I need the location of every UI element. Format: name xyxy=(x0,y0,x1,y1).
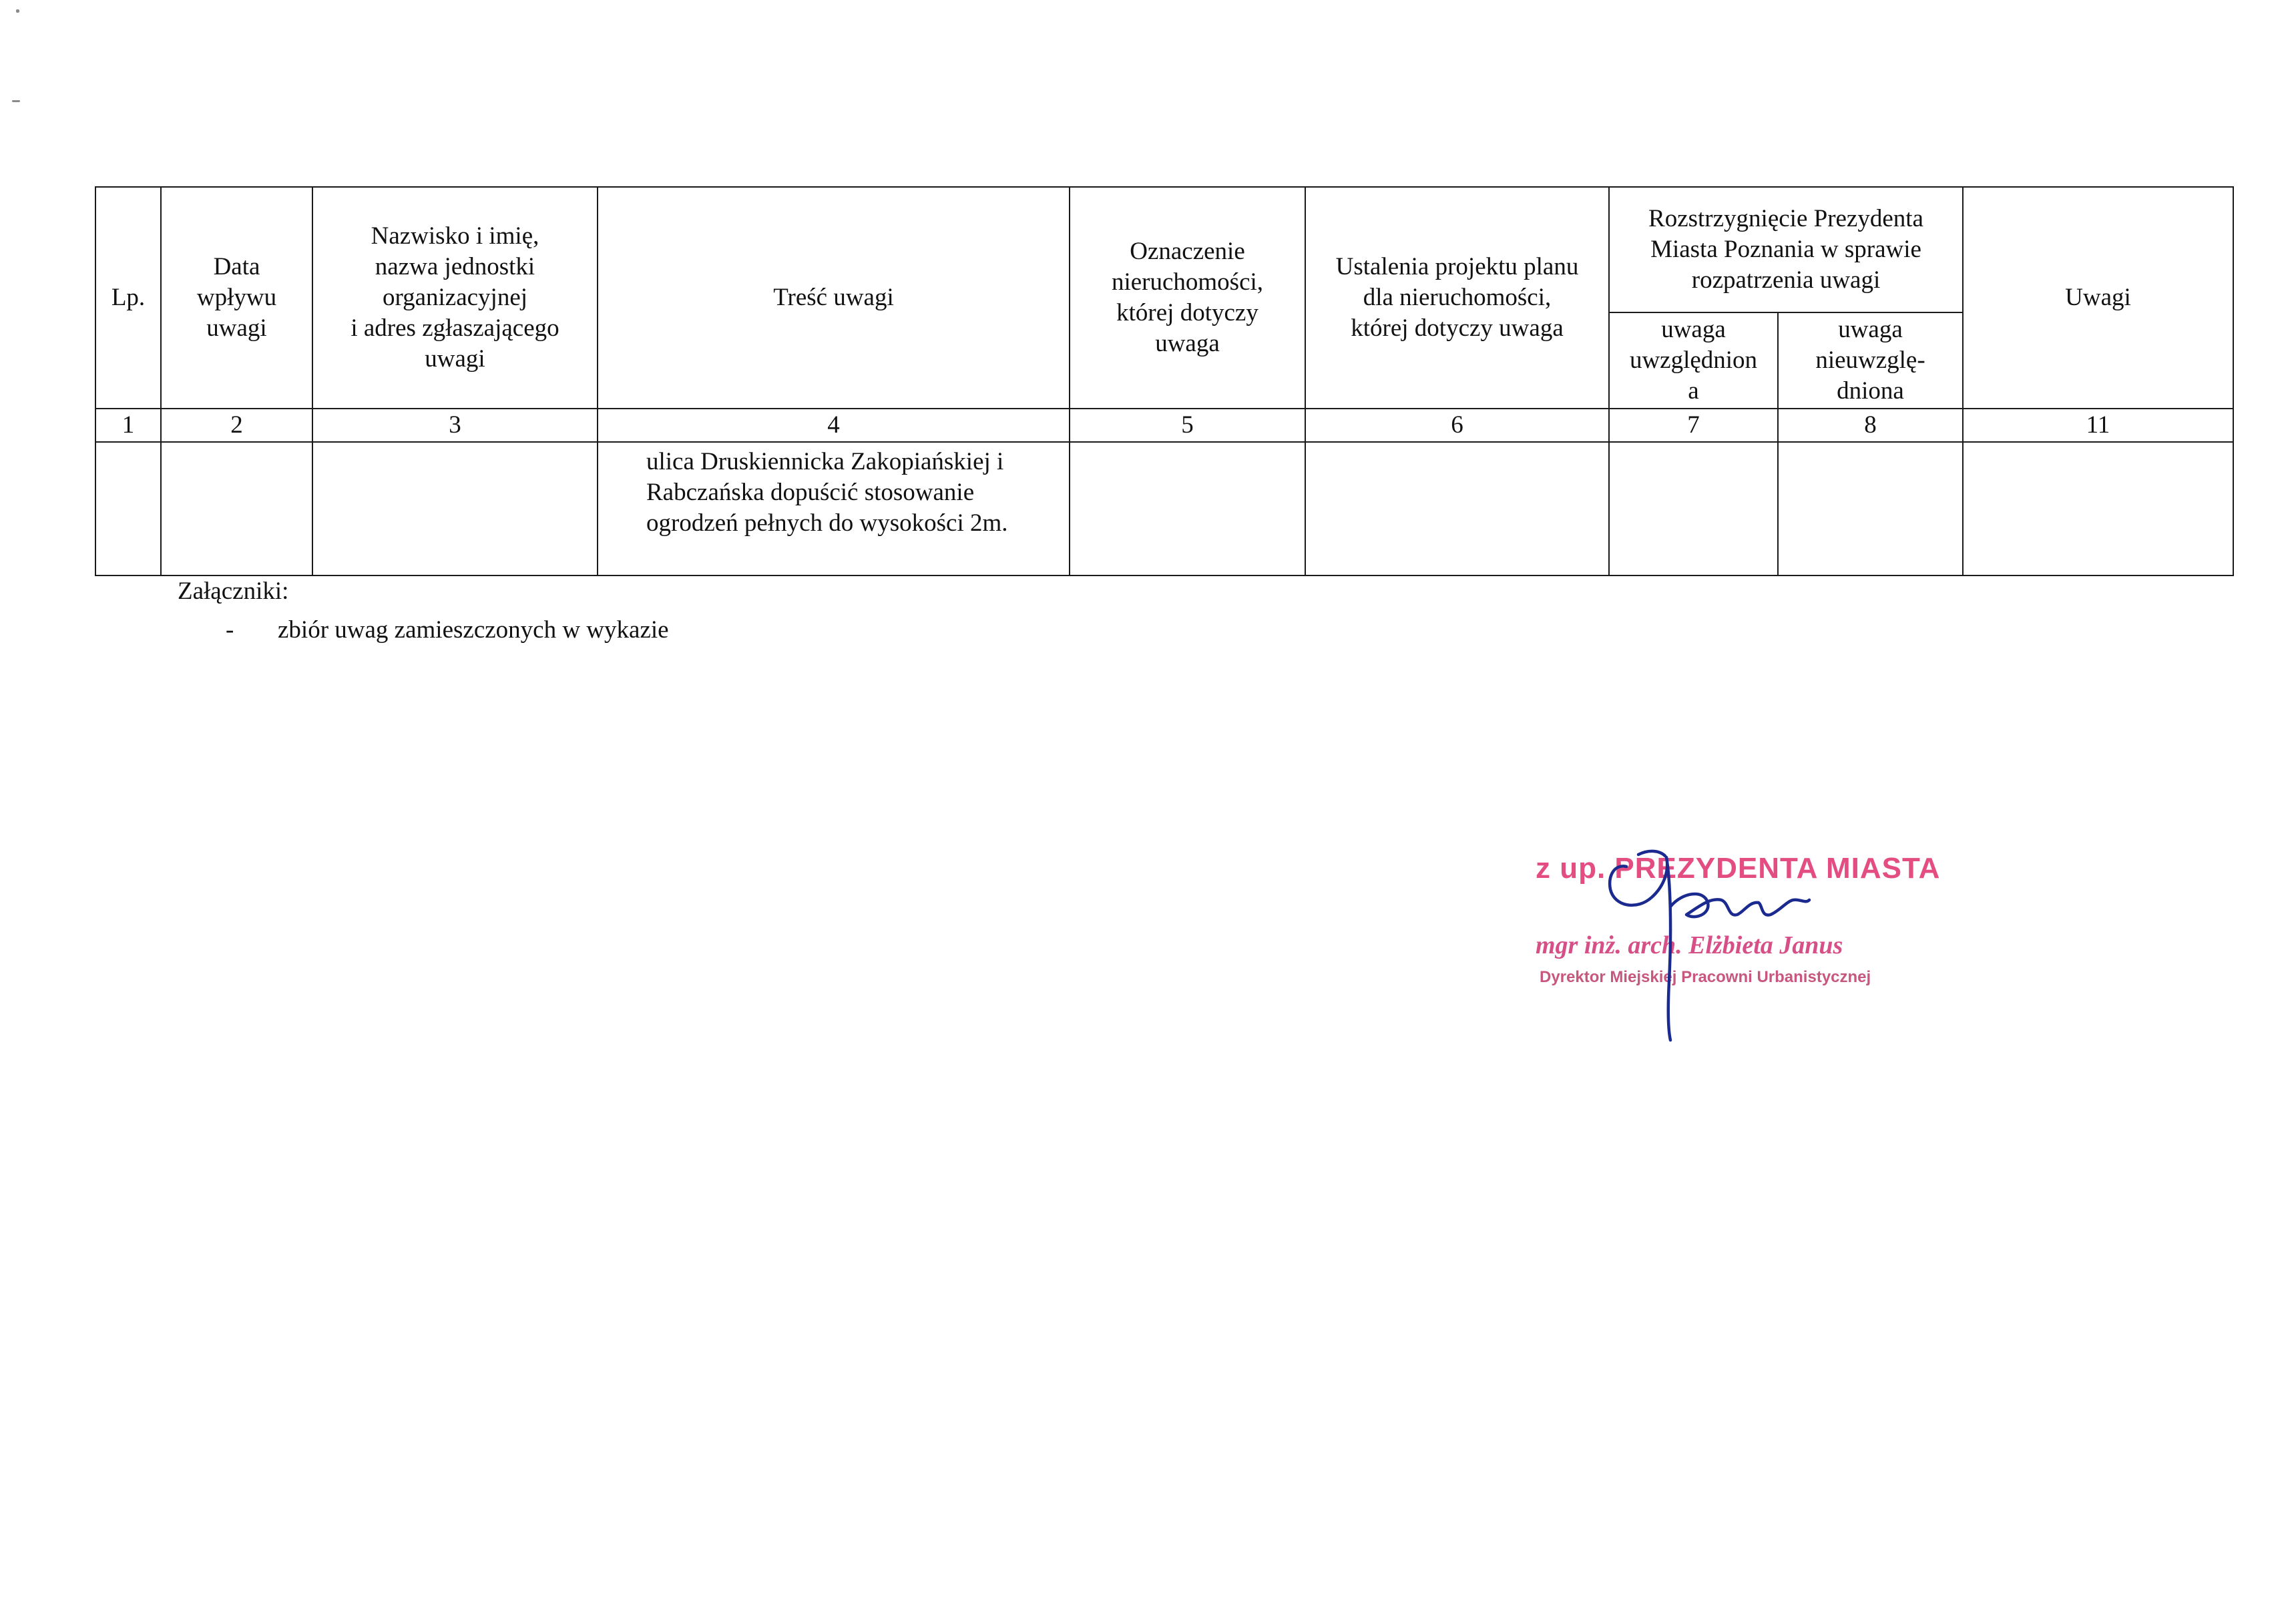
column-number: 7 xyxy=(1609,409,1778,442)
stamp-authority-line: z up. PREZYDENTA MIASTA xyxy=(1536,852,1941,885)
attachment-bullet: - xyxy=(226,616,234,644)
column-number: 4 xyxy=(598,409,1070,442)
header-tresc: Treść uwagi xyxy=(598,187,1070,409)
column-number: 1 xyxy=(95,409,161,442)
header-uwagi: Uwagi xyxy=(1963,187,2233,409)
scan-speck xyxy=(12,100,20,102)
header-data-wplywu: Data wpływu uwagi xyxy=(161,187,312,409)
header-nazwisko: Nazwisko i imię, nazwa jednostki organizacyjnej i adres zgłaszającego uwagi xyxy=(312,187,598,409)
scan-speck xyxy=(16,9,19,13)
cell-tresc: ulica Druskiennicka Zakopiańskiej i Rabczańska dopuścić stosowanie ogrodzeń pełnych do wysokości 2m. xyxy=(598,442,1070,575)
column-number: 6 xyxy=(1305,409,1609,442)
cell-uwagi xyxy=(1963,442,2233,575)
cell-data-wplywu xyxy=(161,442,312,575)
header-nieuwzgledniona: uwaga nieuwzglę- dniona xyxy=(1778,312,1963,409)
header-ustalenia: Ustalenia projektu planu dla nieruchomości, której dotyczy uwaga xyxy=(1305,187,1609,409)
column-number: 3 xyxy=(312,409,598,442)
stamp-title-line: Dyrektor Miejskiej Pracowni Urbanistycznej xyxy=(1540,968,1871,986)
column-number: 5 xyxy=(1070,409,1305,442)
cell-uwzgledniona xyxy=(1609,442,1778,575)
attachments-title: Załączniki: xyxy=(178,577,289,605)
header-lp: Lp. xyxy=(95,187,161,409)
header-rozstrzygniecie: Rozstrzygnięcie Prezydenta Miasta Poznania w sprawie rozpatrzenia uwagi xyxy=(1609,187,1963,312)
column-number: 2 xyxy=(161,409,312,442)
remarks-table xyxy=(95,186,2234,576)
cell-nazwisko xyxy=(312,442,598,575)
cell-oznaczenie xyxy=(1070,442,1305,575)
cell-nieuwzgledniona xyxy=(1778,442,1963,575)
stamp-name-line: mgr inż. arch. Elżbieta Janus xyxy=(1536,931,1843,959)
table-header-row xyxy=(95,187,2233,312)
attachment-text: zbiór uwag zamieszczonych w wykazie xyxy=(278,616,669,644)
header-uwzgledniona: uwaga uwzględnion a xyxy=(1609,312,1778,409)
cell-ustalenia xyxy=(1305,442,1609,575)
header-oznaczenie: Oznaczenie nieruchomości, której dotyczy uwaga xyxy=(1070,187,1305,409)
column-number: 11 xyxy=(1963,409,2233,442)
column-number-row xyxy=(95,409,2233,442)
handwritten-signature xyxy=(1529,828,1943,1048)
column-number: 8 xyxy=(1778,409,1963,442)
cell-lp xyxy=(95,442,161,575)
table-row xyxy=(95,442,2233,575)
